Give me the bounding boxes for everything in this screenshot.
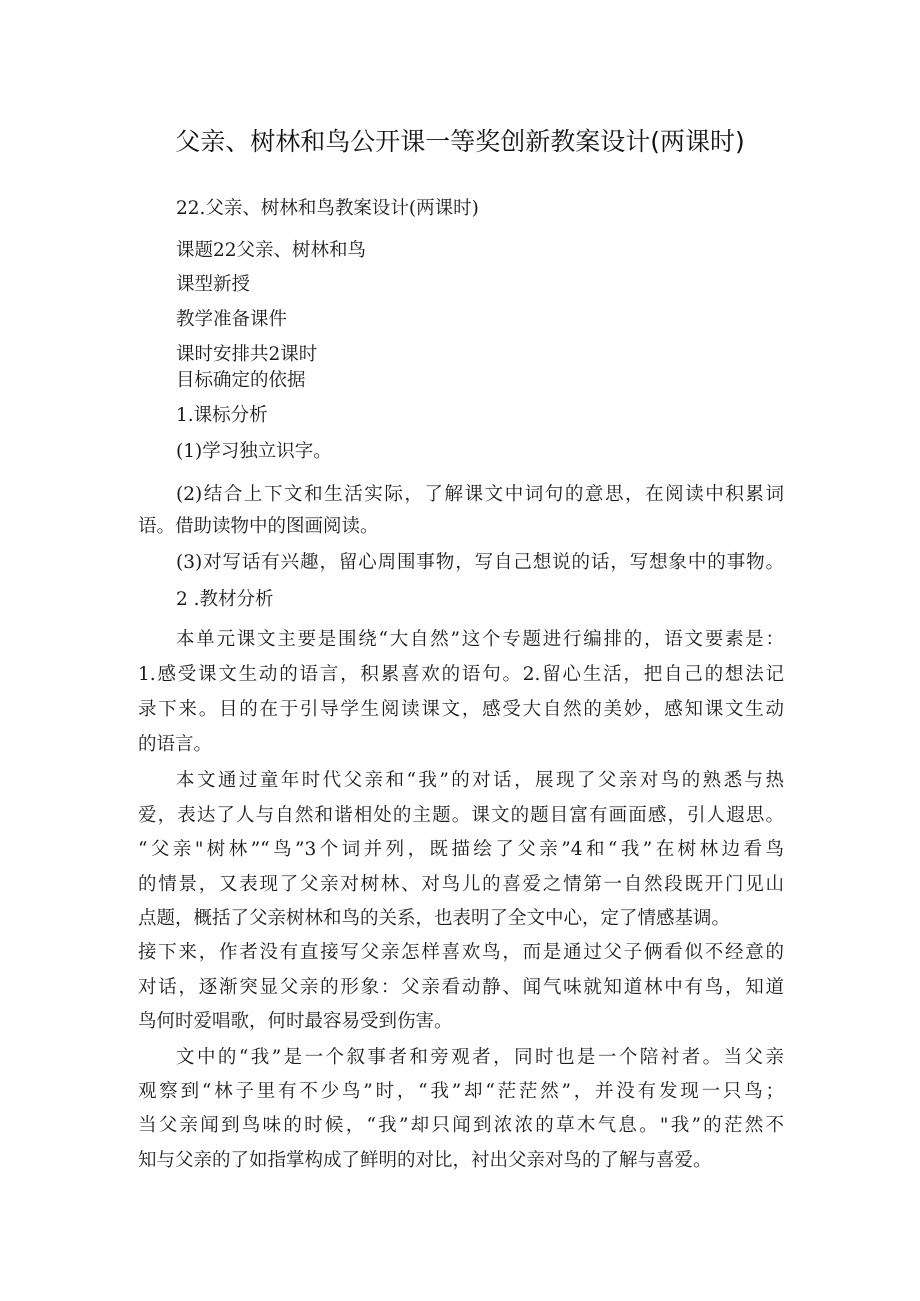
section-heading: 22.父亲、树林和鸟教案设计(两课时) — [176, 198, 479, 219]
paragraph-3-line: 文中的“我”是一个叙事者和旁观者，同时也是一个陪衬者。当父亲 — [176, 1047, 784, 1068]
paragraph-2-line: 爱，表达了人与自然和谐相处的主题。课文的题目富有画面感，引人遐思。 — [138, 805, 784, 826]
curriculum-item-2-line-2: 语。借助读物中的图画阅读。 — [138, 516, 379, 537]
curriculum-analysis-heading: 1.课标分析 — [176, 405, 268, 426]
paragraph-2-line: 接下来，作者没有直接写父亲怎样喜欢鸟，而是通过父子俩看似不经意的 — [138, 942, 784, 963]
paragraph-1-line: 的语言。 — [138, 734, 213, 755]
paragraph-2-line: 点题，概括了父亲树林和鸟的关系，也表明了全文中心，定了情感基调。 — [138, 908, 731, 929]
curriculum-item-3: (3)对写话有兴趣，留心周围事物，写自己想说的话，写想象中的事物。 — [176, 552, 784, 573]
paragraph-1-line: 录下来。目的在于引导学生阅读课文，感受大自然的美妙，感知课文生动 — [138, 699, 784, 720]
curriculum-item-1: (1)学习独立识字。 — [176, 441, 332, 462]
teaching-prep: 教学准备课件 — [176, 309, 288, 330]
paragraph-3-line: 知与父亲的了如指掌构成了鲜明的对比，衬出父亲对鸟的了解与喜爱。 — [138, 1150, 712, 1171]
document-title: 父亲、树林和鸟公开课一等奖创新教案设计(两课时) — [175, 127, 745, 156]
paragraph-2-line: 本文通过童年时代父亲和“我”的对话，展现了父亲对鸟的熟悉与热 — [176, 770, 784, 791]
paragraph-2-line: 的情景，又表现了父亲对树林、对鸟儿的喜爱之情第一自然段既开门见山 — [138, 874, 784, 895]
lesson-type: 课型新授 — [176, 274, 251, 295]
lesson-schedule: 课时安排共2课时 — [176, 344, 318, 365]
paragraph-3-line: 当父亲闻到鸟味的时候，“我”却只闻到浓浓的草木气息。"我”的茫然不 — [138, 1115, 784, 1136]
curriculum-item-2-line-1: (2)结合上下文和生活实际，了解课文中词句的意思，在阅读中积累词 — [176, 484, 784, 505]
paragraph-1-line: 1.感受课文生动的语言，积累喜欢的语句。2.留心生活，把自己的想法记 — [138, 664, 784, 685]
paragraph-2-line: 鸟何时爱唱歌，何时最容易受到伤害。 — [138, 1011, 453, 1032]
paragraph-3-line: 观察到“林子里有不少鸟”时，“我”却“茫茫然”，并没有发现一只鸟； — [138, 1081, 784, 1102]
paragraph-2-line: 对话，逐渐突显父亲的形象：父亲看动静、闻气味就知道林中有鸟，知道 — [138, 977, 784, 998]
paragraph-2-line: “父亲"树林”“鸟”3个词并列，既描绘了父亲”4和“我”在树林边看鸟 — [138, 839, 784, 860]
paragraph-1-line: 本单元课文主要是围绕“大自然”这个专题进行编排的，语文要素是： — [176, 629, 784, 650]
objective-basis: 目标确定的依据 — [176, 370, 306, 391]
lesson-topic: 课题22父亲、树林和鸟 — [176, 240, 367, 261]
textbook-analysis-heading: 2 .教材分析 — [176, 589, 274, 610]
